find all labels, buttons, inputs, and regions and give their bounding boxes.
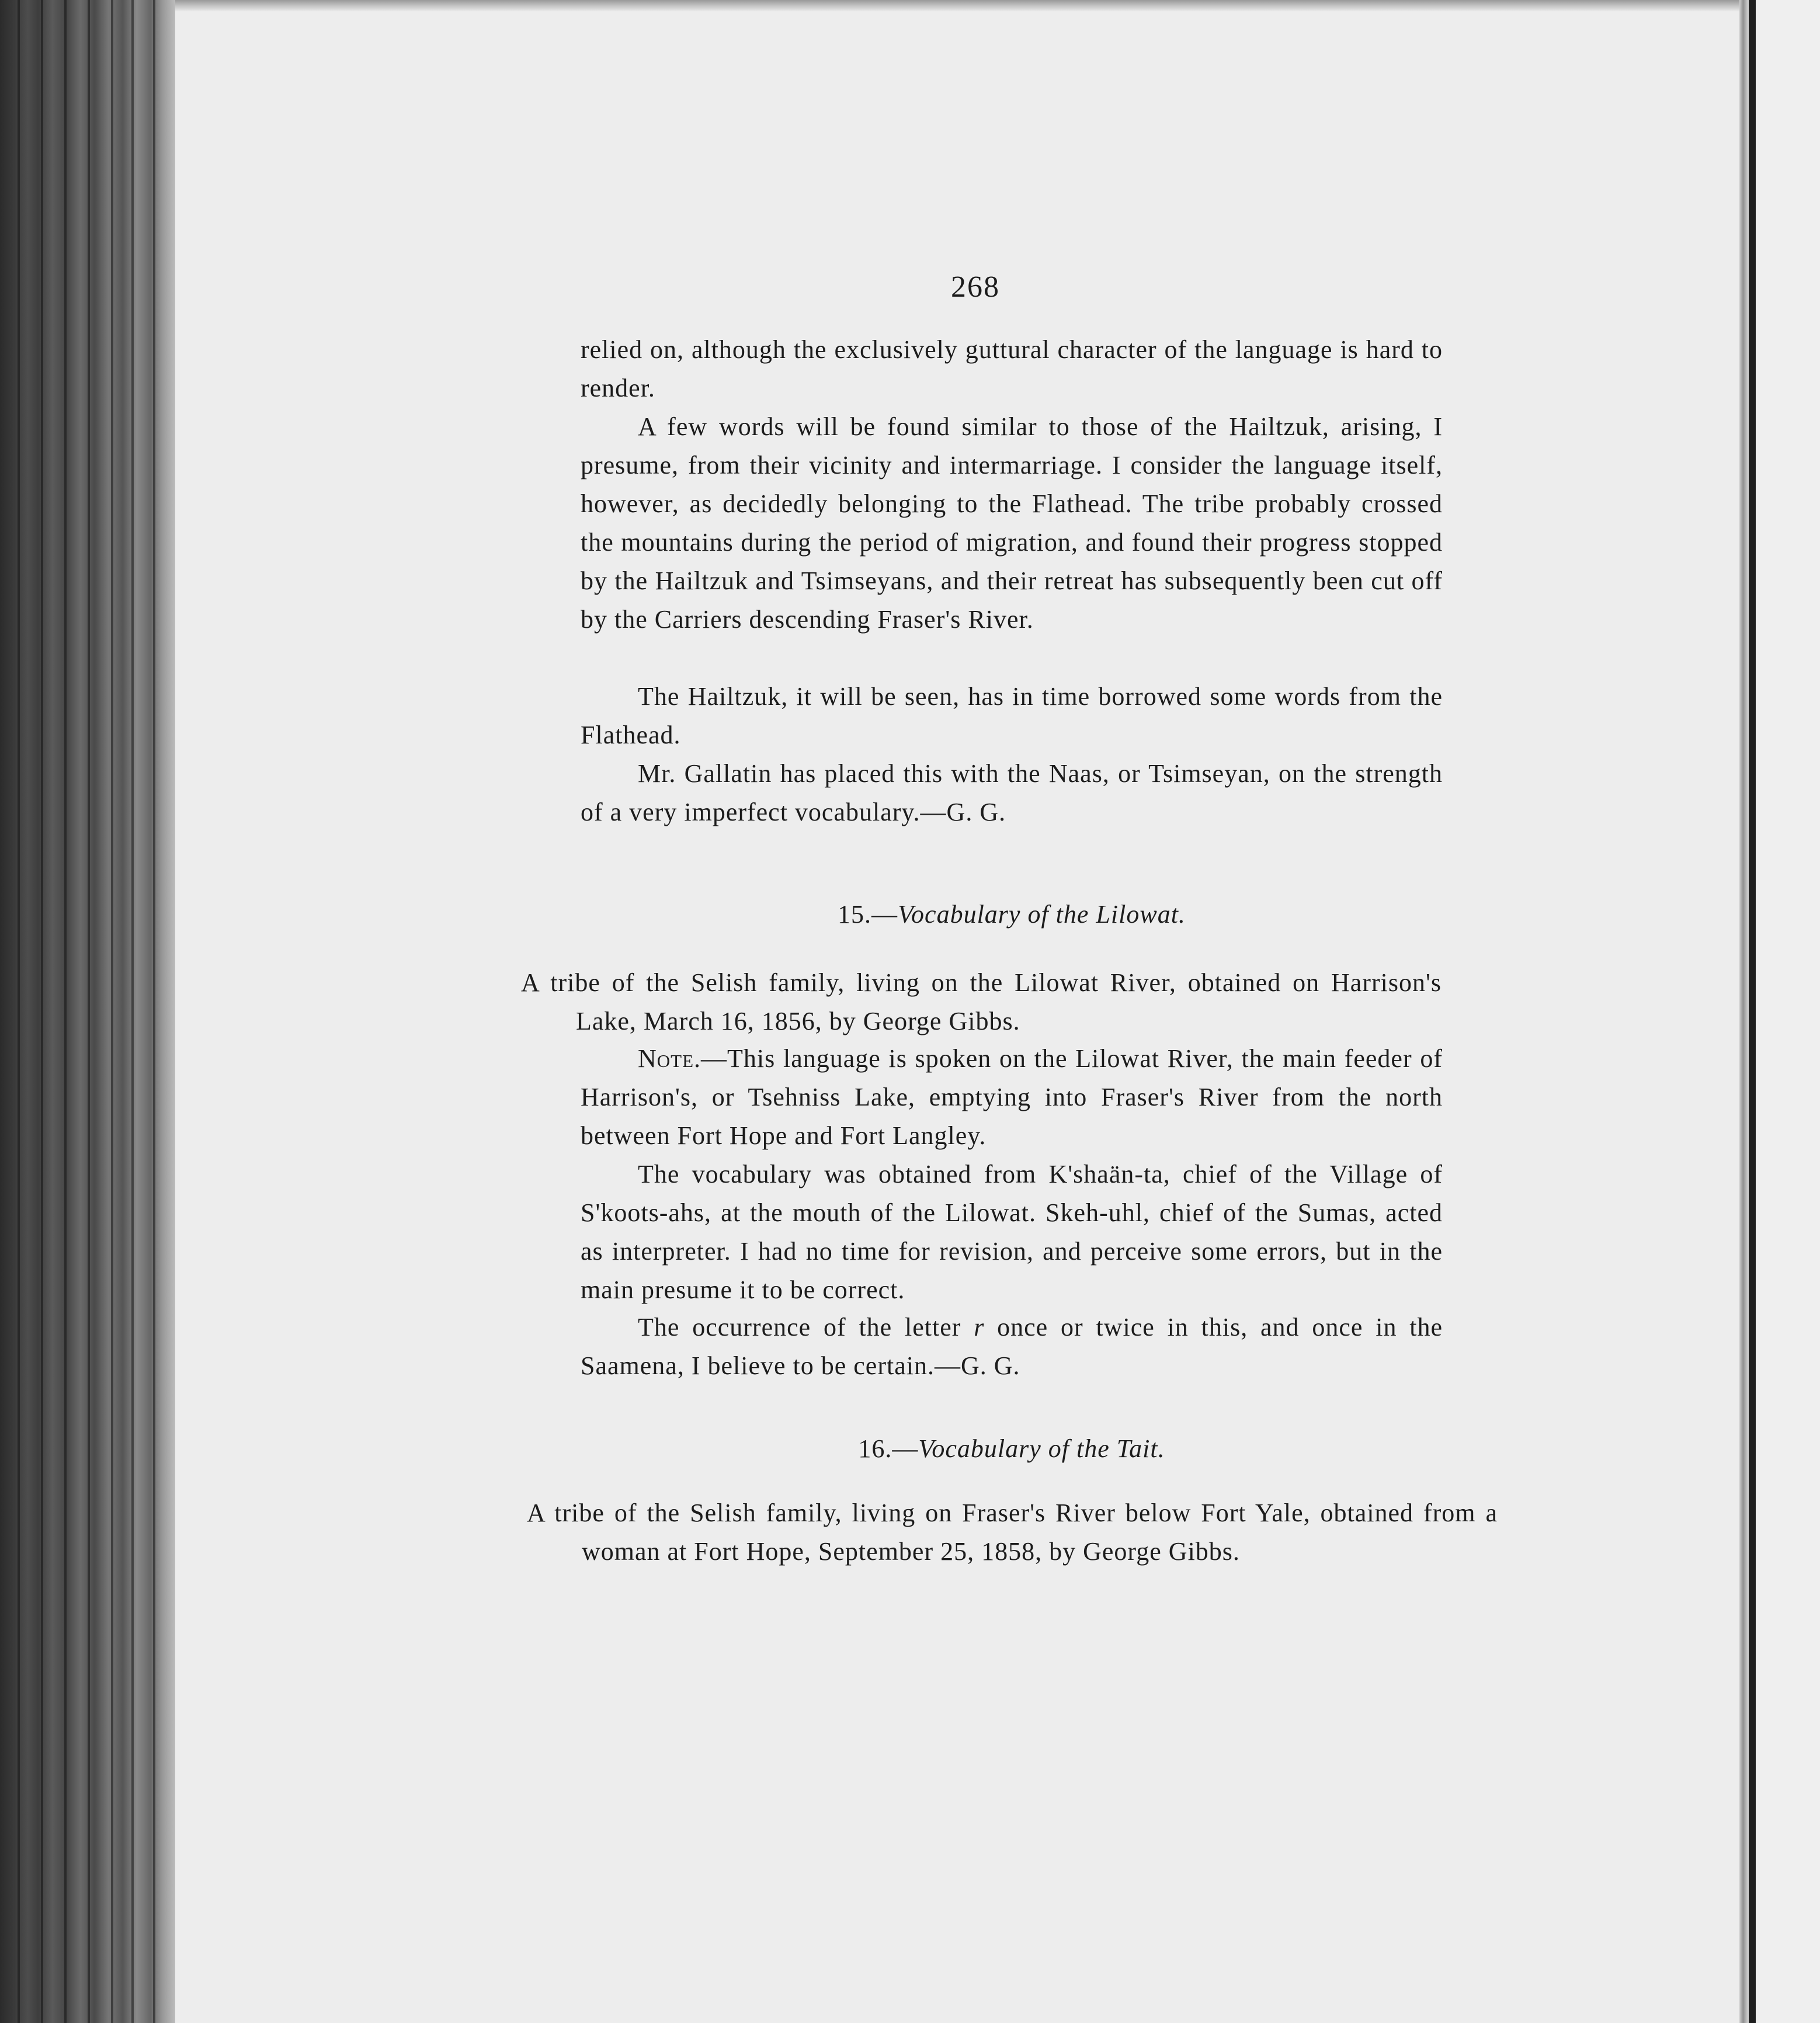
note-text: —This language is spoken on the Lilowat River, the main feeder of Harrison's, or Tsehniss Lake, emptying into Fraser's River from the north between Fort Hope and Fort Langley. bbox=[581, 1044, 1443, 1150]
intro-paragraph-1: relied on, although the exclusively guttural character of the language is hard to render. bbox=[581, 335, 1443, 402]
section-15-number: 15.— bbox=[838, 900, 898, 929]
note-label: Note. bbox=[638, 1044, 701, 1073]
paragraph-3-end: once or twice in this, and once in the Saamena, I believe to be certain.—G. G. bbox=[581, 1313, 1443, 1380]
paragraph-3-start: The occurrence of the letter bbox=[638, 1313, 974, 1341]
intro-paragraph-2: A few words will be found similar to those of the Hailtzuk, arising, I presume, from their vicinity and intermarriage. I consider the language itself, however, as decidedly belonging to the Flathead. The tribe probably crossed the mountains during the period of migration, and found their progress stopped by the Hailtzuk and Tsimseyans, and their retreat has subsequently been cut off by the Carriers descending Fraser's River. bbox=[581, 412, 1443, 634]
section-16-heading bbox=[581, 1434, 1443, 1464]
section-15-paragraph-2: The vocabulary was obtained from K'shaän-ta, chief of the Village of S'koots-ahs, at the mouth of the Lilowat. Skeh-uhl, chief of the Sumas, acted as interpreter. I had no time for revision, and perceive some errors, but in the main presume it to be correct. bbox=[581, 1160, 1443, 1304]
section-15-note bbox=[581, 1040, 1443, 1155]
intro-paragraph-4: Mr. Gallatin has placed this with the Naas, or Tsimseyan, on the strength of a very imperfect vocabulary.—G. G. bbox=[581, 759, 1443, 826]
letter-r: r bbox=[974, 1313, 985, 1341]
section-15-paragraph-3 bbox=[581, 1308, 1443, 1385]
section-16-description: A tribe of the Selish family, living on Fraser's River below Fort Yale, obtained from a woman at Fort Hope, September 25, 1858, by George Gibbs. bbox=[527, 1499, 1498, 1566]
page-number: 268 bbox=[951, 270, 1000, 304]
section-15-title: Vocabulary of the Lilowat. bbox=[898, 900, 1186, 929]
intro-paragraph-3: The Hailtzuk, it will be seen, has in time borrowed some words from the Flathead. bbox=[581, 682, 1443, 749]
section-16-title: Vocabulary of the Tait. bbox=[918, 1434, 1165, 1463]
section-16-number: 16.— bbox=[858, 1434, 919, 1463]
section-15-description: A tribe of the Selish family, living on the Lilowat River, obtained on Harrison's Lake, March 16, 1856, by George Gibbs. bbox=[521, 968, 1442, 1035]
section-15-heading bbox=[581, 899, 1443, 929]
